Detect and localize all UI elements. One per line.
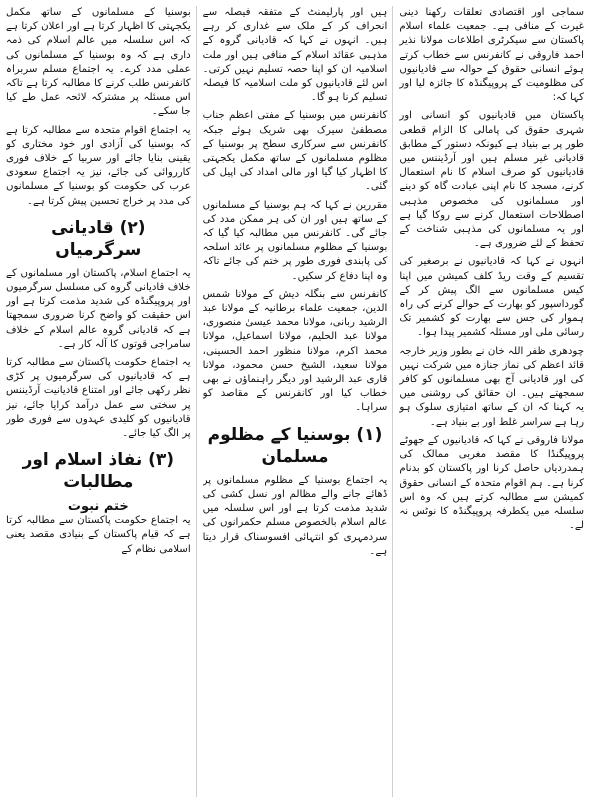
paragraph: یہ اجتماع اسلام، پاکستان اور مسلمانوں کے خلاف قادیانی گروہ کی مسلسل سرگرمیوں اور پروپیگنڈہ کی شدید مذمت کرتا ہے اور اس حقیقت کو واضح کرنا ضروری سمجھتا ہے کہ قادیانی گروہ عالم اسلام کے خلاف سامراجی قوتوں کا آلہ کار ہے۔ bbox=[5, 267, 191, 350]
paragraph: ہیں اور پارلیمنٹ کے متفقہ فیصلہ سے انحراف کر کے ملک سے غداری کر رہے ہیں۔ انہوں نے کہا کہ قادیانی گروہ کے مذہبی عقائد اسلام کے منافی ہیں اور ملت اسلامیہ ان کو اپنا حصہ تسلیم نہیں کرتی۔ اس لئے قادیانیوں کو ملت اسلامیہ کا فیصلہ تسلیم کرنا ہو گا۔ bbox=[202, 7, 388, 104]
section-heading-bosnia: (۱) بوسنیا کے مظلوم مسلمان bbox=[207, 424, 383, 467]
column-left bbox=[6, 6, 197, 797]
closing-mark: ختم نبوت bbox=[67, 499, 129, 515]
paragraph: کانفرنس میں بوسنیا کے مفتی اعظم جناب مصطفیٰ سیرک بھی شریک ہوئے جبکہ کانفرنس سے سرکاری سطح پر بوسنیا کے مظلوم مسلمانوں کے ساتھ مکمل یکجہتی کا اظہار کیا گیا اور مالی امداد کی اپیل کی گئی۔ bbox=[202, 110, 388, 193]
paragraph: بوسنیا کے مسلمانوں کے ساتھ مکمل یکجہتی کا اظہار کرتا ہے اور اعلان کرتا ہے کہ اس سلسلہ میں عالم اسلام کی ذمہ داری ہے کہ وہ بوسنیا کے مسلمانوں کی عملی مدد کرے۔ یہ اجتماع مسلم سربراہ کانفرنس طلب کرنے کا مطالبہ کرتا ہے تاکہ اس مسئلہ پر مشترکہ لائحہ عمل طے کیا جا سکے۔ bbox=[5, 7, 191, 118]
paragraph: مولانا فاروقی نے کہا کہ قادیانیوں کے جھوٹے پروپیگنڈا کا مقصد مغربی ممالک کی ہمدردیاں حاصل کرنا اور پاکستان کو بدنام کرنا ہے۔ ہم اقوام متحدہ کے انسانی حقوق کمیشن سے مطالبہ کرتے ہیں کہ وہ اس سلسلہ میں یکطرفہ پروپیگنڈہ کا نوٹس نہ لے۔ bbox=[399, 434, 584, 532]
paragraph: مقررین نے کہا کہ ہم بوسنیا کے مسلمانوں کے ساتھ ہیں اور ان کی ہر ممکن مدد کی جائے گی۔ کانفرنس میں مطالبہ کیا گیا کہ بوسنیا کے مظلوم مسلمانوں پر عائد اسلحہ کی پابندی فوری طور پر ختم کی جائے تاکہ وہ اپنا دفاع کر سکیں۔ bbox=[202, 199, 388, 282]
paragraph: کانفرنس سے بنگلہ دیش کے مولانا شمس الدین، جمعیت علماء برطانیہ کے مولانا عبد الرشید ربانی، مولانا محمد عیسیٰ منصوری، مولانا عبد الحلیم، مولانا اسماعیل، مولانا محمد اکرم، مولانا منظور احمد الحسینی، مولانا سعید، الشیخ حسن محمود، مولانا قاری عبد الرشید اور دیگر راہنماؤں نے بھی خطاب کیا اور کانفرنس کے مقاصد کو سراہا۔ bbox=[202, 288, 388, 414]
paragraph: چودھری ظفر اللہ خان نے بطور وزیر خارجہ قائد اعظم کی نماز جنازہ میں شرکت نہیں کی اور قادیانی آج بھی مسلمانوں کو کافر سمجھتے ہیں۔ ان حقائق کی روشنی میں یہ کہنا کہ ان کے ساتھ امتیازی سلوک ہو رہا ہے سراسر غلط اور بے بنیاد ہے۔ bbox=[399, 345, 584, 428]
paragraph: یہ اجتماع حکومت پاکستان سے مطالبہ کرتا ہے کہ قادیانیوں کی سرگرمیوں پر کڑی نظر رکھی جائے اور امتناع قادیانیت آرڈیننس پر سختی سے عمل درآمد کرایا جائے، نیز قادیانیوں کو کلیدی عہدوں سے فوری طور پر الگ کیا جائے۔ bbox=[5, 357, 191, 440]
paragraph: یہ اجتماع اقوام متحدہ سے مطالبہ کرتا ہے کہ بوسنیا کی آزادی اور خود مختاری کو یقینی بنایا جائے اور سربیا کے خلاف فوری کارروائی کی جائے، نیز یہ اجتماع سعودی عرب کی حکومت کو بوسنیا کے مسلمانوں کی مدد پر خراج تحسین پیش کرتا ہے۔ bbox=[5, 124, 191, 207]
column-middle bbox=[203, 6, 394, 797]
section-heading-qadiani: (۲) قادیانی سرگرمیاں bbox=[51, 217, 146, 260]
section-heading-islam: (۳) نفاذ اسلام اور مطالبات bbox=[22, 450, 175, 493]
paragraph: انہوں نے کہا کہ قادیانیوں نے برصغیر کی تقسیم کے وقت ریڈ کلف کمیشن میں اپنا کیس مسلمانوں سے الگ پیش کر کے گورداسپور کو بھارت کے حوالے کرنے کی راہ ہموار کی جس سے بھارت کو کشمیر تک رسائی ملی اور مسئلہ کشمیر پیدا ہوا۔ bbox=[399, 256, 584, 339]
paragraph: سماجی اور اقتصادی تعلقات رکھنا دینی غیرت کے منافی ہے۔ جمعیت علماء اسلام پاکستان سے سیکرٹری اطلاعات مولانا نذیر احمد فاروقی نے کانفرنس سے خطاب کرتے ہوئے انسانی حقوق کے حوالہ سے قادیانیوں کی مظلومیت کے پروپیگنڈہ کا جائزہ لیا اور کہا کہ: bbox=[399, 7, 584, 104]
column-right bbox=[399, 6, 584, 797]
paragraph: پاکستان میں قادیانیوں کو انسانی اور شہری حقوق کی پامالی کا الزام قطعی طور پر بے بنیاد ہے کیونکہ دستور کے مطابق قادیانی غیر مسلم ہیں اور آرڈیننس میں قادیانیوں کو صرف اسلام کا نام استعمال کرنے، مسجد کا نام اپنی عبادت گاہ کو دینے اور مسلمانوں کی مخصوص مذہبی اصطلاحات استعمال کرنے سے روکا گیا ہے اور یہ مسلمانوں کی مذہبی شناخت کے تحفظ کے لئے ضروری ہے۔ bbox=[399, 110, 584, 250]
paragraph: یہ اجتماع بوسنیا کے مظلوم مسلمانوں پر ڈھائے جانے والے مظالم اور نسل کشی کی شدید مذمت کرتا ہے اور اس سلسلہ میں عالم اسلام بالخصوص مسلم حکمرانوں کی سردمہری کو انتہائی افسوسناک قرار دیتا ہے۔ bbox=[202, 474, 388, 557]
paragraph: یہ اجتماع حکومت پاکستان سے مطالبہ کرتا ہے کہ قیام پاکستان کے بنیادی مقصد یعنی اسلامی نظام کے bbox=[5, 515, 191, 555]
